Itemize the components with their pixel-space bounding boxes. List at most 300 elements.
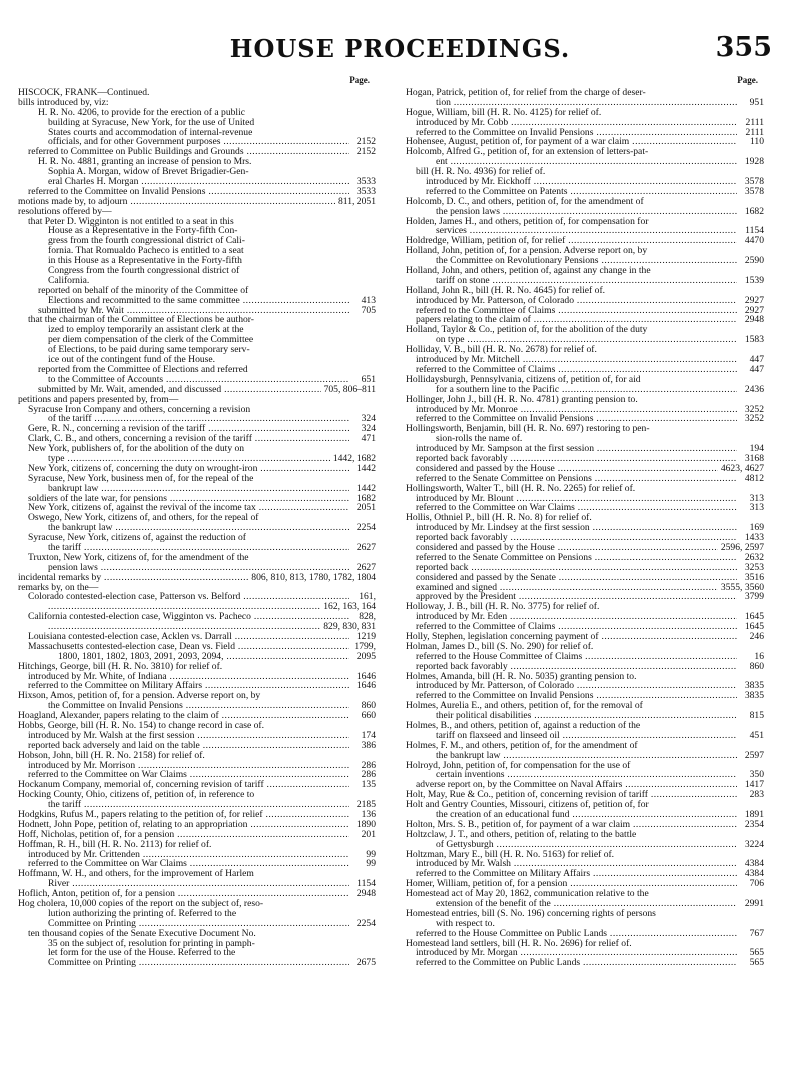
index-entry <box>18 919 376 929</box>
entry-page-ref: 194 <box>737 444 764 454</box>
entry-page-ref: 2632 <box>737 553 764 563</box>
entry-text: reported back favorably ..... <box>416 533 764 543</box>
entry-text: Hodgkins, Rufus M., papers relating to the petition of, for relief ..... <box>18 810 376 820</box>
entry-text: that Peter D. Wigginton is not entitled to a seat in this <box>28 216 234 227</box>
left-column <box>18 76 376 968</box>
index-entry <box>406 731 764 741</box>
entry-page-ref: 99 <box>349 859 376 869</box>
index-entry <box>18 770 376 780</box>
index-entry <box>406 583 764 593</box>
entry-page-ref: 283 <box>737 790 764 800</box>
entry-page-ref: 1433 <box>737 533 764 543</box>
entry-page-ref: 1417 <box>737 780 764 790</box>
index-entry <box>406 464 764 474</box>
entry-page-ref: 1154 <box>349 879 376 889</box>
index-entry <box>406 177 764 187</box>
entry-text: Holland, John R., bill (H. R. No. 4645) for relief of. <box>406 285 606 296</box>
index-entry <box>18 197 376 207</box>
entry-page-ref: 246 <box>737 632 764 642</box>
entry-text: Hollis, Othniel P., bill (H. R. No. 8) for relief of. <box>406 513 592 524</box>
entry-text: soldiers of the late war, for pensions ..... <box>28 494 376 504</box>
index-entry <box>406 315 764 325</box>
entry-page-ref: 860 <box>349 701 376 711</box>
entry-text: Holcomb, D. C., and others, petition of, for the amendment of <box>406 196 644 207</box>
index-entry <box>18 622 376 632</box>
index-entry <box>18 869 376 879</box>
index-entry <box>406 494 764 504</box>
index-entry <box>18 137 376 147</box>
entry-text: Homestead land settlers, bill (H. R. No. 2696) for relief of. <box>406 938 632 949</box>
entry-text: introduced by Mr. Sampson at the first session ..... <box>416 444 764 454</box>
entry-text: reported back favorably ..... <box>416 662 764 672</box>
index-entry <box>18 573 376 583</box>
entry-text: submitted by Mr. Wait, amended, and discussed ..... <box>38 385 376 395</box>
entry-text: Oswego, New York, citizens of, and others, for the repeal of <box>28 513 259 524</box>
index-entry <box>18 642 376 652</box>
index-entry <box>18 681 376 691</box>
index-entry <box>18 948 376 958</box>
index-entry <box>18 731 376 741</box>
index-entry <box>18 335 376 345</box>
entry-text: Committee on Printing ..... <box>48 958 376 968</box>
entry-page-ref: 706 <box>737 879 764 889</box>
entry-page-ref: 767 <box>737 929 764 939</box>
entry-text: Holland, John, and others, petition of, against any change in the <box>406 266 651 276</box>
page-title: HOUSE PROCEEDINGS. <box>229 34 571 63</box>
entry-page-ref: 135 <box>349 780 376 790</box>
entry-text: in this House as a Representative in the Forty-fifth <box>48 256 242 267</box>
index-entry <box>18 879 376 889</box>
entry-text: introduced by Mr. Eickhoff ..... <box>426 177 764 187</box>
index-entry <box>18 217 376 227</box>
index-entry <box>406 256 764 266</box>
entry-text: referred to the House Committee on Public Lands ..... <box>416 929 764 939</box>
index-entry <box>406 157 764 167</box>
entry-text: tion ..... <box>436 98 764 108</box>
entry-page-ref: 705 <box>349 306 376 316</box>
entry-page-ref: 2991 <box>737 899 764 909</box>
entry-text: the Committee on Invalid Pensions ..... <box>48 701 376 711</box>
entry-page-ref: 1442 <box>349 484 376 494</box>
entry-text: New York, publishers of, for the abolition of the duty on <box>28 444 245 454</box>
index-entry <box>18 365 376 375</box>
entry-text: tariff on flaxseed and linseed oil ..... <box>436 731 764 741</box>
entry-text: Holman, James D., bill (S. No. 290) for relief of. <box>406 641 594 652</box>
page-header <box>0 0 800 66</box>
entry-page-ref: 828, <box>349 612 376 622</box>
index-entry <box>18 414 376 424</box>
entry-text: the creation of an educational fund ..... <box>436 810 764 820</box>
entry-text: Massachusetts contested-election case, Dean vs. Field ..... <box>28 642 376 652</box>
entry-text: examined and signed ..... <box>416 583 764 593</box>
entry-page-ref: 447 <box>737 365 764 375</box>
entry-page-ref: 4470 <box>737 236 764 246</box>
index-entry <box>18 850 376 860</box>
entry-text: building at Syracuse, New York, for the use of United <box>48 117 255 128</box>
entry-page-ref: 1442 <box>349 464 376 474</box>
index-entry <box>18 701 376 711</box>
entry-page-ref: 2111 <box>737 118 764 128</box>
index-entry <box>18 88 376 98</box>
entry-text: for a southern line to the Pacific ..... <box>436 385 764 395</box>
entry-text: referred to the Committee on Military Affairs ..... <box>416 869 764 879</box>
entry-text: Homestead entries, bill (S. No. 196) concerning rights of persons <box>406 908 656 919</box>
index-entry <box>18 889 376 899</box>
index-entry <box>406 840 764 850</box>
entry-text: submitted by Mr. Wait ..... <box>38 306 376 316</box>
entry-text: tariff on stone ..... <box>436 276 764 286</box>
index-entry <box>18 434 376 444</box>
entry-page-ref: 1928 <box>737 157 764 167</box>
entry-text: Holroyd, John, petition of, for compensation for the use of <box>406 760 631 771</box>
index-entry <box>406 790 764 800</box>
index-entry <box>18 592 376 602</box>
index-entry <box>406 118 764 128</box>
entry-text: resolutions offered by— <box>18 206 112 217</box>
index-entry <box>18 375 376 385</box>
index-entry <box>406 335 764 345</box>
index-entry <box>406 434 764 444</box>
index-entry <box>406 88 764 98</box>
index-entry <box>18 187 376 197</box>
entry-text: the tariff ..... <box>48 800 376 810</box>
entry-text: introduced by Mr. Cobb ..... <box>416 118 764 128</box>
entry-text: to the Committee of Accounts ..... <box>48 375 376 385</box>
index-entry <box>406 365 764 375</box>
entry-page-ref: 2436 <box>737 385 764 395</box>
index-entry <box>18 741 376 751</box>
entry-page-ref: 3799 <box>737 592 764 602</box>
entry-text: per diem compensation of the clerk of the Committee <box>48 335 254 346</box>
entry-text: ten thousand copies of the Senate Executive Document No. <box>28 928 256 939</box>
entry-page-ref: 860 <box>737 662 764 672</box>
entry-text: Hixson, Amos, petition of, for a pension. Adverse report on, by <box>18 691 261 702</box>
entry-text: the pension laws ..... <box>436 207 764 217</box>
entry-page-ref: 2152 <box>349 137 376 147</box>
index-entry <box>406 761 764 771</box>
index-entry <box>406 128 764 138</box>
page-column-label: Page. <box>349 75 370 85</box>
entry-text: Holly, Stephen, legislation concerning payment of ..... <box>406 632 764 642</box>
entry-text: let form for the use of the House. Referred to the <box>48 948 236 959</box>
index-entry <box>18 236 376 246</box>
entry-page-ref: 386 <box>349 741 376 751</box>
entry-text: introduced by Mr. Blount ..... <box>416 494 764 504</box>
entry-text: bill (H. R. No. 4936) for relief of. <box>416 167 546 178</box>
entry-page-ref: 2254 <box>349 919 376 929</box>
entry-text: Holmes, Aurelia E., and others, petition of, for the removal of <box>406 701 643 712</box>
index-entry <box>18 563 376 573</box>
index-entry <box>18 751 376 761</box>
entry-text: Holt, May, Rue & Co., petition of, concerning revision of tariff ..... <box>406 790 764 800</box>
entry-text: introduced by Mr. Crittenden ..... <box>28 850 376 860</box>
entry-page-ref: 1891 <box>737 810 764 820</box>
index-entry <box>18 672 376 682</box>
entry-page-ref: 1799, <box>349 642 376 652</box>
entry-page-ref: 951 <box>737 98 764 108</box>
entry-text: Congress from the fourth congressional district of <box>48 266 240 276</box>
index-entry <box>406 414 764 424</box>
entry-text: on type ..... <box>436 335 764 345</box>
index-entry <box>406 622 764 632</box>
entry-text: 35 on the subject of, resolution for printing in pamph- <box>48 938 255 949</box>
entry-text: introduced by Mr. Walsh at the first session ..... <box>28 731 376 741</box>
entry-text: introduced by Mr. Walsh ..... <box>416 859 764 869</box>
entry-text: gress from the fourth congressional district of Cali- <box>48 236 245 247</box>
index-entry <box>18 691 376 701</box>
index-entry <box>406 424 764 434</box>
index-entry <box>18 859 376 869</box>
index-entry <box>18 899 376 909</box>
index-entry <box>406 405 764 415</box>
entry-text: introduced by Mr. Patterson, of Colorado ..... <box>416 296 764 306</box>
entry-page-ref: 324 <box>349 414 376 424</box>
entry-page-ref: 174 <box>349 731 376 741</box>
index-entry <box>18 118 376 128</box>
entry-page-ref: 3224 <box>737 840 764 850</box>
index-entry <box>406 899 764 909</box>
index-entry <box>18 721 376 731</box>
index-entry <box>18 345 376 355</box>
index-entry <box>18 395 376 405</box>
entry-text: Clark, C. B., and others, concerning a revision of the tariff ..... <box>28 434 376 444</box>
entry-page-ref: 1645 <box>737 612 764 622</box>
entry-text: referred to the Committee on Invalid Pensions ..... <box>416 691 764 701</box>
entry-page-ref: 471 <box>349 434 376 444</box>
index-entry <box>406 859 764 869</box>
index-entry <box>406 929 764 939</box>
index-entry <box>18 444 376 454</box>
index-entry <box>406 167 764 177</box>
index-entry <box>18 147 376 157</box>
entry-text: lution authorizing the printing of. Referred to the <box>48 908 237 919</box>
entry-page-ref: 350 <box>737 770 764 780</box>
index-entry <box>18 385 376 395</box>
entry-text: Holton, Mrs. S. B., petition of, for payment of a war claim ..... <box>406 820 764 830</box>
entry-page-ref: 2254 <box>349 523 376 533</box>
entry-text: H. R. No. 4881, granting an increase of pension to Mrs. <box>38 157 252 168</box>
entry-text: ized to employ temporarily an assistant clerk at the <box>48 325 244 336</box>
index-entry <box>406 652 764 662</box>
index-entry <box>406 385 764 395</box>
entry-page-ref: 815 <box>737 711 764 721</box>
index-entry <box>18 355 376 365</box>
index-entry <box>406 207 764 217</box>
entry-text: New York, citizens of, concerning the duty on wrought-iron ..... <box>28 464 376 474</box>
entry-text: of the tariff ..... <box>48 414 376 424</box>
entry-page-ref: 3835 <box>737 691 764 701</box>
entry-page-ref: 161, <box>349 592 376 602</box>
index-entry <box>18 266 376 276</box>
entry-page-ref: 2627 <box>349 543 376 553</box>
entry-text: House as a Representative in the Forty-fifth Con- <box>48 226 238 237</box>
entry-text: Hog cholera, 10,000 copies of the report on the subject of, reso- <box>18 899 264 909</box>
entry-text: incidental remarks by ..... <box>18 573 376 583</box>
entry-page-ref: 2185 <box>349 800 376 810</box>
entry-text: Hoflich, Anton, petition of, for a pension ..... <box>18 889 376 899</box>
entry-text: Holliday, V. B., bill (H. R. No. 2678) for relief of. <box>406 345 597 356</box>
entry-text: Hogue, William, bill (H. R. No. 4125) for relief of. <box>406 107 602 118</box>
entry-text: Homer, William, petition of, for a pension ..... <box>406 879 764 889</box>
index-entry <box>18 128 376 138</box>
index-entry <box>406 454 764 464</box>
entry-page-ref: 413 <box>349 296 376 306</box>
index-entry <box>406 187 764 197</box>
entry-page-ref: 2927 <box>737 306 764 316</box>
entry-text: H. R. No. 4206, to provide for the erection of a public <box>38 107 246 118</box>
entry-page-ref: 829, 830, 831 <box>320 622 376 632</box>
entry-page-ref: 1682 <box>349 494 376 504</box>
entry-text: referred to the Committee on War Claims ..... <box>28 770 376 780</box>
entry-page-ref: 16 <box>737 652 764 662</box>
entry-text: referred to the Committee of Claims ..... <box>416 306 764 316</box>
entry-text: motions made by, to adjourn ..... <box>18 197 376 207</box>
index-entry <box>18 583 376 593</box>
index-entry <box>18 840 376 850</box>
index-entry <box>18 464 376 474</box>
entry-text: Hitchings, George, bill (H. R. No. 3810) for relief of. <box>18 661 223 672</box>
entry-text: referred to the Committee on Patents ..... <box>426 187 764 197</box>
entry-page-ref: 3253 <box>737 563 764 573</box>
index-entry <box>18 602 376 612</box>
index-entry <box>406 108 764 118</box>
index-entry <box>18 276 376 286</box>
index-entry <box>406 217 764 227</box>
entry-page-ref: 286 <box>349 761 376 771</box>
index-entry <box>18 543 376 553</box>
entry-text: referred to the Senate Committee on Pensions ..... <box>416 553 764 563</box>
entry-page-ref: 3252 <box>737 414 764 424</box>
index-entry <box>406 711 764 721</box>
index-entry <box>406 701 764 711</box>
index-entry <box>18 929 376 939</box>
entry-text: Hodnett, John Pope, petition of, relating to an appropriation ..... <box>18 820 376 830</box>
index-entry <box>406 355 764 365</box>
entry-page-ref: 1583 <box>737 335 764 345</box>
entry-page-ref: 660 <box>349 711 376 721</box>
entry-text: Holland, Taylor & Co., petition of, for the abolition of the duty <box>406 325 648 336</box>
entry-page-ref: 324 <box>349 424 376 434</box>
index-entry <box>18 612 376 622</box>
entry-text: Hobbs, George, bill (H. R. No. 154) to change record in case of. <box>18 721 264 731</box>
entry-text: introduced by Mr. Morgan ..... <box>416 948 764 958</box>
entry-text: sion-rolls the name of. <box>436 434 523 445</box>
entry-text: eral Charles H. Morgan ..... <box>48 177 376 187</box>
entry-text: Holmes, F. M., and others, petition of, for the amendment of <box>406 740 638 751</box>
index-entry <box>406 147 764 157</box>
entry-text: Louisiana contested-election case, Acklen vs. Darrall ..... <box>28 632 376 642</box>
entry-page-ref: 286 <box>349 770 376 780</box>
entry-text: introduced by Mr. Monroe ..... <box>416 405 764 415</box>
entry-page-ref: 4812 <box>737 474 764 484</box>
entry-page-ref: 1646 <box>349 681 376 691</box>
index-entry <box>18 424 376 434</box>
index-entry <box>406 948 764 958</box>
entry-page-ref: 162, 163, 164 <box>320 602 376 612</box>
entry-text: the Committee on Revolutionary Pensions ..... <box>436 256 764 266</box>
entry-page-ref: 2927 <box>737 296 764 306</box>
entry-text: Hogan, Patrick, petition of, for relief from the charge of deser- <box>406 88 646 98</box>
entry-text: referred to the Committee of Claims ..... <box>416 622 764 632</box>
index-entry <box>18 315 376 325</box>
index-entry <box>406 543 764 553</box>
index-entry <box>406 474 764 484</box>
entry-text: Holmes, B., and others, petition of, against a reduction of the <box>406 721 641 731</box>
index-entry <box>406 751 764 761</box>
index-entry <box>18 157 376 167</box>
entry-text: officials, and for other Government purposes ..... <box>48 137 376 147</box>
index-entry <box>18 711 376 721</box>
entry-text: New York, citizens of, against the revival of the income tax ..... <box>28 503 376 513</box>
entry-text: Syracuse, New York, citizens of, against the reduction of <box>28 533 246 543</box>
index-entry <box>18 494 376 504</box>
index-entry <box>18 761 376 771</box>
entry-text: introduced by Mr. Eden ..... <box>416 612 764 622</box>
entry-text: bills introduced by, viz: <box>18 97 109 108</box>
entry-text: Committee on Printing ..... <box>48 919 376 929</box>
entry-text: Hockanum Company, memorial of, concerning revision of tariff ..... <box>18 780 376 790</box>
index-entry <box>406 602 764 612</box>
entry-text: approved by the President ..... <box>416 592 764 602</box>
index-entry <box>406 830 764 840</box>
entry-page-ref: 99 <box>349 850 376 860</box>
entry-text: referred to the Committee on War Claims ..... <box>416 503 764 513</box>
index-entry <box>406 919 764 929</box>
entry-text: Holloway, J. B., bill (H. R. No. 3775) for relief of. <box>406 602 600 613</box>
index-entry <box>18 513 376 523</box>
entry-page-ref: 3555, 3560 <box>718 583 764 593</box>
entry-text: Holdredge, William, petition of, for relief ..... <box>406 236 764 246</box>
entry-text: referred to the Committee on Invalid Pensions ..... <box>28 187 376 197</box>
index-entry <box>406 573 764 583</box>
entry-page-ref: 313 <box>737 494 764 504</box>
entry-text: certain inventions ..... <box>436 770 764 780</box>
index-entry <box>406 721 764 731</box>
index-entry <box>406 810 764 820</box>
entry-text: Truxton, New York, citizens of, for the amendment of the <box>28 552 249 563</box>
index-entry <box>406 513 764 523</box>
entry-text: referred to Committee on Public Buildings and Grounds ..... <box>28 147 376 157</box>
entry-page-ref: 3533 <box>349 177 376 187</box>
entry-text: States courts and accommodation of internal-revenue <box>48 127 253 138</box>
entry-page-ref: 1645 <box>737 622 764 632</box>
entry-page-ref: 447 <box>737 355 764 365</box>
index-entry <box>18 286 376 296</box>
index-entry <box>18 503 376 513</box>
index-entry <box>18 474 376 484</box>
index-entry <box>18 405 376 415</box>
index-entry <box>18 909 376 919</box>
entry-page-ref: 2627 <box>349 563 376 573</box>
index-entry <box>18 652 376 662</box>
entry-page-ref: 313 <box>737 503 764 513</box>
entry-text: considered and passed by the House ..... <box>416 543 764 553</box>
entry-text: Hoffman, R. H., bill (H. R. No. 2113) for relief of. <box>18 839 212 850</box>
entry-text: Homestead act of May 20, 1862, communication relative to the <box>406 889 649 900</box>
entry-text: introduced by Mr. Patterson, of Colorado ..... <box>416 681 764 691</box>
index-entry <box>18 780 376 790</box>
entry-page-ref: 169 <box>737 523 764 533</box>
entry-text: the bankrupt law ..... <box>48 523 376 533</box>
entry-text: with respect to. <box>436 918 495 929</box>
entry-text: California contested-election case, Wigginton vs. Pacheco ..... <box>28 612 376 622</box>
entry-text: remarks by, on the— <box>18 582 99 593</box>
entry-text: fornia. That Romualdo Pacheco is entitled to a seat <box>48 246 244 257</box>
entry-page-ref: 565 <box>737 958 764 968</box>
entry-text: their political disabilities ..... <box>436 711 764 721</box>
entry-text: reported back ..... <box>416 563 764 573</box>
entry-page-ref: 2948 <box>737 315 764 325</box>
